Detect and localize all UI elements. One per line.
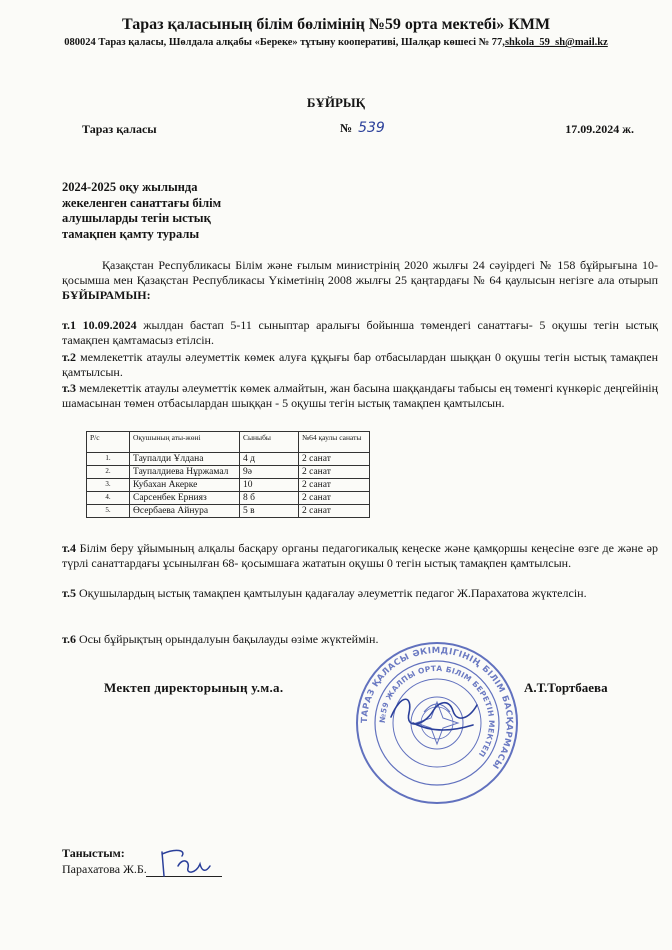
row-grade: 4 д (240, 453, 299, 466)
item-6-text: Осы бұйрықтың орындалуын бақылауды өзіме жүктеймін. (79, 632, 379, 646)
order-date: 17.09.2024 ж. (565, 122, 634, 136)
order-city: Тараз қаласы (82, 122, 157, 136)
command-word: БҰЙЫРАМЫН: (62, 288, 151, 302)
row-no: 3. (87, 479, 130, 492)
row-no: 1. (87, 453, 130, 466)
row-name: Өсербаева Айнура (130, 505, 240, 518)
order-subject: 2024-2025 оқу жылында жекеленген санаттағы білім алушыларды тегін ыстық тамақпен қамту туралы (62, 180, 222, 241)
row-grade: 9ә (240, 466, 299, 479)
item-4-label: т.4 (62, 541, 76, 555)
item-2 (62, 350, 658, 380)
item-1-text: жылдан бастап 5-11 сыныптар аралығы бойынша төмендегі санаттағы- 5 оқушы тегін ыстық тамақпен қамтамасыз етілсін. (62, 318, 659, 347)
item-5-text: Оқушылардың ыстық тамақпен қамтылуын қадағалау әлеуметтік педагог Ж.Парахатова жүктелсін. (79, 586, 587, 600)
item-5 (62, 586, 658, 601)
table-row (87, 479, 370, 492)
table-row (87, 453, 370, 466)
row-category: 2 санат (299, 466, 370, 479)
stamp-inner-text: №59 ЖАЛПЫ ОРТА БІЛІМ БЕРЕТІН МЕКТЕП (377, 663, 497, 759)
director-name: А.Т.Тортбаева (524, 680, 608, 695)
row-category: 2 санат (299, 479, 370, 492)
header-name: Оқушының аты-жөні (130, 432, 240, 453)
row-grade: 10 (240, 479, 299, 492)
intro-paragraph (62, 258, 658, 303)
school-address (0, 37, 672, 48)
item-1-date: 10.09.2024 (82, 318, 137, 332)
item-6-label: т.6 (62, 632, 76, 646)
table-row (87, 492, 370, 505)
table-row (87, 466, 370, 479)
item-3 (62, 381, 658, 411)
order-title: БҰЙРЫҚ (306, 95, 366, 110)
intro-text: Қазақстан Республикасы Білім және ғылым министрінің 2020 жылғы 24 сәуірдегі № 158 бұйрығына 10-қосымша мен Қазақстан Республикасы Үкіметінің 2008 жылғы 25 қаңтардағы № 64 қаулысын негізге ала отырып (62, 258, 658, 287)
director-position: Мектеп директорының у.м.а. (104, 680, 284, 695)
row-name: Сарсенбек Ернияз (130, 492, 240, 505)
header-no: Р/с (87, 432, 130, 453)
row-no: 5. (87, 505, 130, 518)
acknowledgment-signature-icon (152, 846, 212, 880)
item-3-label: т.3 (62, 381, 76, 395)
item-4 (62, 541, 658, 571)
row-name: Кубахан Акерке (130, 479, 240, 492)
students-table (86, 431, 370, 518)
row-no: 2. (87, 466, 130, 479)
item-2-label: т.2 (62, 350, 76, 364)
table-header-row (87, 432, 370, 453)
order-number (340, 120, 385, 136)
row-category: 2 санат (299, 505, 370, 518)
item-5-label: т.5 (62, 586, 76, 600)
header-grade: Сыныбы (240, 432, 299, 453)
order-number-handwritten: 539 (358, 120, 385, 136)
row-name: Таупалдиева Нұржамал (130, 466, 240, 479)
address-text: 080024 Тараз қаласы, Шөлдала алқабы «Береке» тұтыну кооперативі, Шалқар көшесі № 77, (64, 37, 505, 48)
email-link[interactable]: shkola_59_sh@mail.kz (504, 37, 608, 48)
order-number-label: № (340, 121, 353, 135)
acknowledgment-label: Таныстым: (62, 846, 125, 860)
row-name: Таупалди Ұлдана (130, 453, 240, 466)
item-4-text: Білім беру ұйымының алқалы басқару органы педагогикалық кеңеске және қамқоршы кеңесіне өзге де және әр түрлі санаттардағы ұсынылған 68- қосымшаға жататын оқушы 0 тегін ыстық тамақпен қамтылсын. (62, 541, 659, 570)
director-signature-icon (383, 683, 483, 743)
item-3-text: мемлекеттік атаулы әлеуметтік көмек алмайтын, жан басына шаққандағы табысы ең төменгі күнкөріс деңгейінің шамасынан төмен отбасылардан шыққан - 5 оқушы тегін ыстық тамақпен қамтылсын. (62, 381, 658, 410)
item-1 (62, 318, 658, 348)
row-grade: 8 б (240, 492, 299, 505)
item-2-text: мемлекеттік атаулы әлеуметтік көмек алуға құқығы бар отбасылардан шыққан 0 оқушы тегін ыстық тамақпен қамтылсын. (62, 350, 659, 379)
header-category: №64 қаулы санаты (299, 432, 370, 453)
table-row (87, 505, 370, 518)
row-category: 2 санат (299, 492, 370, 505)
acknowledgment-name: Парахатова Ж.Б. (62, 862, 147, 876)
school-title: Тараз қаласының білім бөлімінің №59 орта мектебі» КММ (121, 16, 551, 33)
row-category: 2 санат (299, 453, 370, 466)
row-grade: 5 в (240, 505, 299, 518)
stamp-outer-text: ТАРАЗ ҚАЛАСЫ ӘКІМДІГІНІҢ БІЛІМ БАСҚАРМАСЫ (359, 645, 515, 771)
item-1-label: т.1 (62, 318, 76, 332)
row-no: 4. (87, 492, 130, 505)
